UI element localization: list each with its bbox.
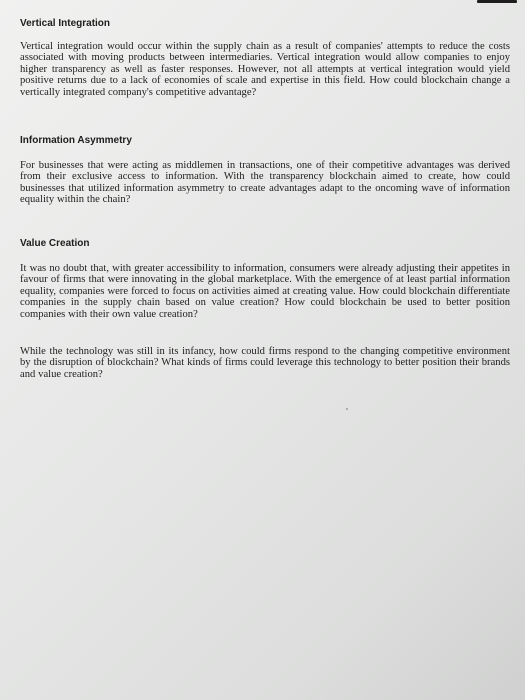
section-heading: Information Asymmetry [20,135,132,146]
paragraph-vertical-integration [20,41,510,98]
paragraph-closing-question [20,346,510,380]
page-corner-mark [477,0,517,3]
section-paragraph: It was no doubt that, with greater accessibility to information, consumers were already adjusting their appetites in favour of firms that were innovating in the global marketplace. With the emergence of at least partial information equality, companies were forced to focus on activities aimed at creating value. How could blockchain differentiate companies in the supply chain based on value creation? How could blockchain be used to better position companies with their own value creation? [20,263,510,320]
section-paragraph: For businesses that were acting as middlemen in transactions, one of their competitive advantages was derived from their exclusive access to information. With the transparency blockchain aimed to create, how could businesses that utilized information asymmetry to create advantages adapt to the oncoming wave of information equality within the chain? [20,160,510,206]
paper-speck [346,408,348,410]
section-heading: Value Creation [20,238,90,249]
section-paragraph: Vertical integration would occur within the supply chain as a result of companies' attempts to reduce the costs associated with moving products between intermediaries. Vertical integration would allow companies to enjoy higher transparency as well as faster responses. However, not all attempts at vertical integration would yield positive returns due to a lack of economies of scale and expertise in this field. How could blockchain change a vertically integrated company's competitive advantage? [20,41,510,98]
paragraph-information-asymmetry [20,160,510,206]
paragraph-value-creation [20,263,510,320]
heading-vertical-integration [20,18,510,30]
section-heading: Vertical Integration [20,18,111,29]
heading-value-creation [20,238,510,250]
section-paragraph: While the technology was still in its infancy, how could firms respond to the changing competitive environment by the disruption of blockchain? What kinds of firms could leverage this technology to better position their brands and value creation? [20,346,510,380]
heading-information-asymmetry [20,135,510,147]
